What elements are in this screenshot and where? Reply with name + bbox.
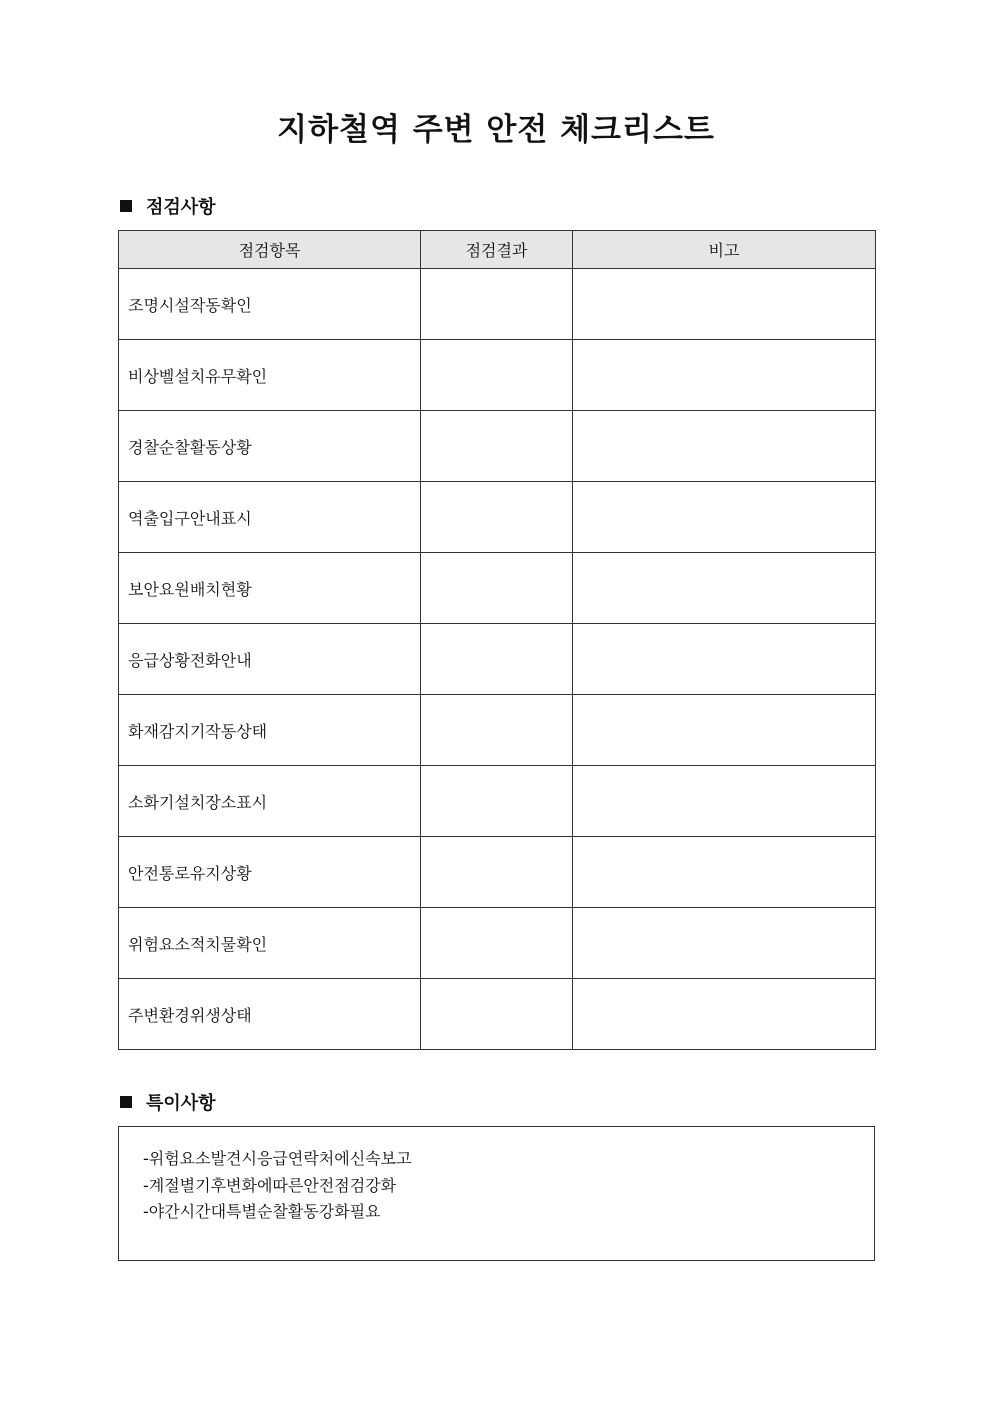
note-cell[interactable] bbox=[573, 553, 876, 624]
note-cell[interactable] bbox=[573, 269, 876, 340]
check-item-cell: 소화기설치장소표시 bbox=[119, 766, 421, 837]
check-item-cell: 경찰순찰활동상황 bbox=[119, 411, 421, 482]
table-row bbox=[119, 553, 876, 624]
note-cell[interactable] bbox=[573, 837, 876, 908]
table-row bbox=[119, 766, 876, 837]
check-item-cell: 보안요원배치현황 bbox=[119, 553, 421, 624]
check-item-cell: 위험요소적치물확인 bbox=[119, 908, 421, 979]
note-cell[interactable] bbox=[573, 482, 876, 553]
check-result-cell[interactable] bbox=[421, 695, 573, 766]
header-check-item: 점검항목 bbox=[119, 231, 421, 269]
table-row bbox=[119, 269, 876, 340]
note-cell[interactable] bbox=[573, 766, 876, 837]
note-cell[interactable] bbox=[573, 695, 876, 766]
check-result-cell[interactable] bbox=[421, 766, 573, 837]
section-heading-inspection bbox=[118, 194, 216, 218]
check-result-cell[interactable] bbox=[421, 908, 573, 979]
table-row bbox=[119, 695, 876, 766]
section-heading-label: 점검사항 bbox=[146, 197, 216, 218]
table-row bbox=[119, 411, 876, 482]
header-remarks: 비고 bbox=[573, 231, 876, 269]
check-result-cell[interactable] bbox=[421, 340, 573, 411]
remarks-list bbox=[119, 1127, 874, 1226]
table-row bbox=[119, 837, 876, 908]
note-cell[interactable] bbox=[573, 908, 876, 979]
remarks-box bbox=[118, 1126, 875, 1261]
check-item-cell: 역출입구안내표시 bbox=[119, 482, 421, 553]
section-heading-remarks bbox=[118, 1090, 216, 1114]
note-cell[interactable] bbox=[573, 411, 876, 482]
note-cell[interactable] bbox=[573, 979, 876, 1050]
check-item-cell: 주변환경위생상태 bbox=[119, 979, 421, 1050]
check-item-cell: 비상벨설치유무확인 bbox=[119, 340, 421, 411]
table-row bbox=[119, 340, 876, 411]
page-title: 지하철역 주변 안전 체크리스트 bbox=[277, 112, 715, 148]
check-item-cell: 안전통로유지상황 bbox=[119, 837, 421, 908]
header-check-result: 점검결과 bbox=[421, 231, 573, 269]
check-result-cell[interactable] bbox=[421, 624, 573, 695]
check-result-cell[interactable] bbox=[421, 411, 573, 482]
check-result-cell[interactable] bbox=[421, 482, 573, 553]
remark-item: -위험요소발견시응급연락처에신속보고 bbox=[143, 1149, 412, 1168]
black-square-icon bbox=[120, 1096, 132, 1108]
check-item-cell: 조명시설작동확인 bbox=[119, 269, 421, 340]
table-header-row bbox=[119, 231, 876, 269]
table-row bbox=[119, 908, 876, 979]
note-cell[interactable] bbox=[573, 340, 876, 411]
table-row bbox=[119, 482, 876, 553]
section-heading-label: 특이사항 bbox=[146, 1093, 216, 1114]
black-square-icon bbox=[120, 200, 132, 212]
remark-item: -계절별기후변화에따른안전점검강화 bbox=[143, 1175, 397, 1195]
check-result-cell[interactable] bbox=[421, 979, 573, 1050]
check-item-cell: 응급상황전화안내 bbox=[119, 624, 421, 695]
inspection-table bbox=[118, 230, 876, 1050]
check-result-cell[interactable] bbox=[421, 553, 573, 624]
note-cell[interactable] bbox=[573, 624, 876, 695]
remark-item: -야간시간대특별순찰활동강화필요 bbox=[143, 1202, 381, 1221]
table-row bbox=[119, 624, 876, 695]
check-result-cell[interactable] bbox=[421, 269, 573, 340]
check-item-cell: 화재감지기작동상태 bbox=[119, 695, 421, 766]
check-result-cell[interactable] bbox=[421, 837, 573, 908]
table-row bbox=[119, 979, 876, 1050]
